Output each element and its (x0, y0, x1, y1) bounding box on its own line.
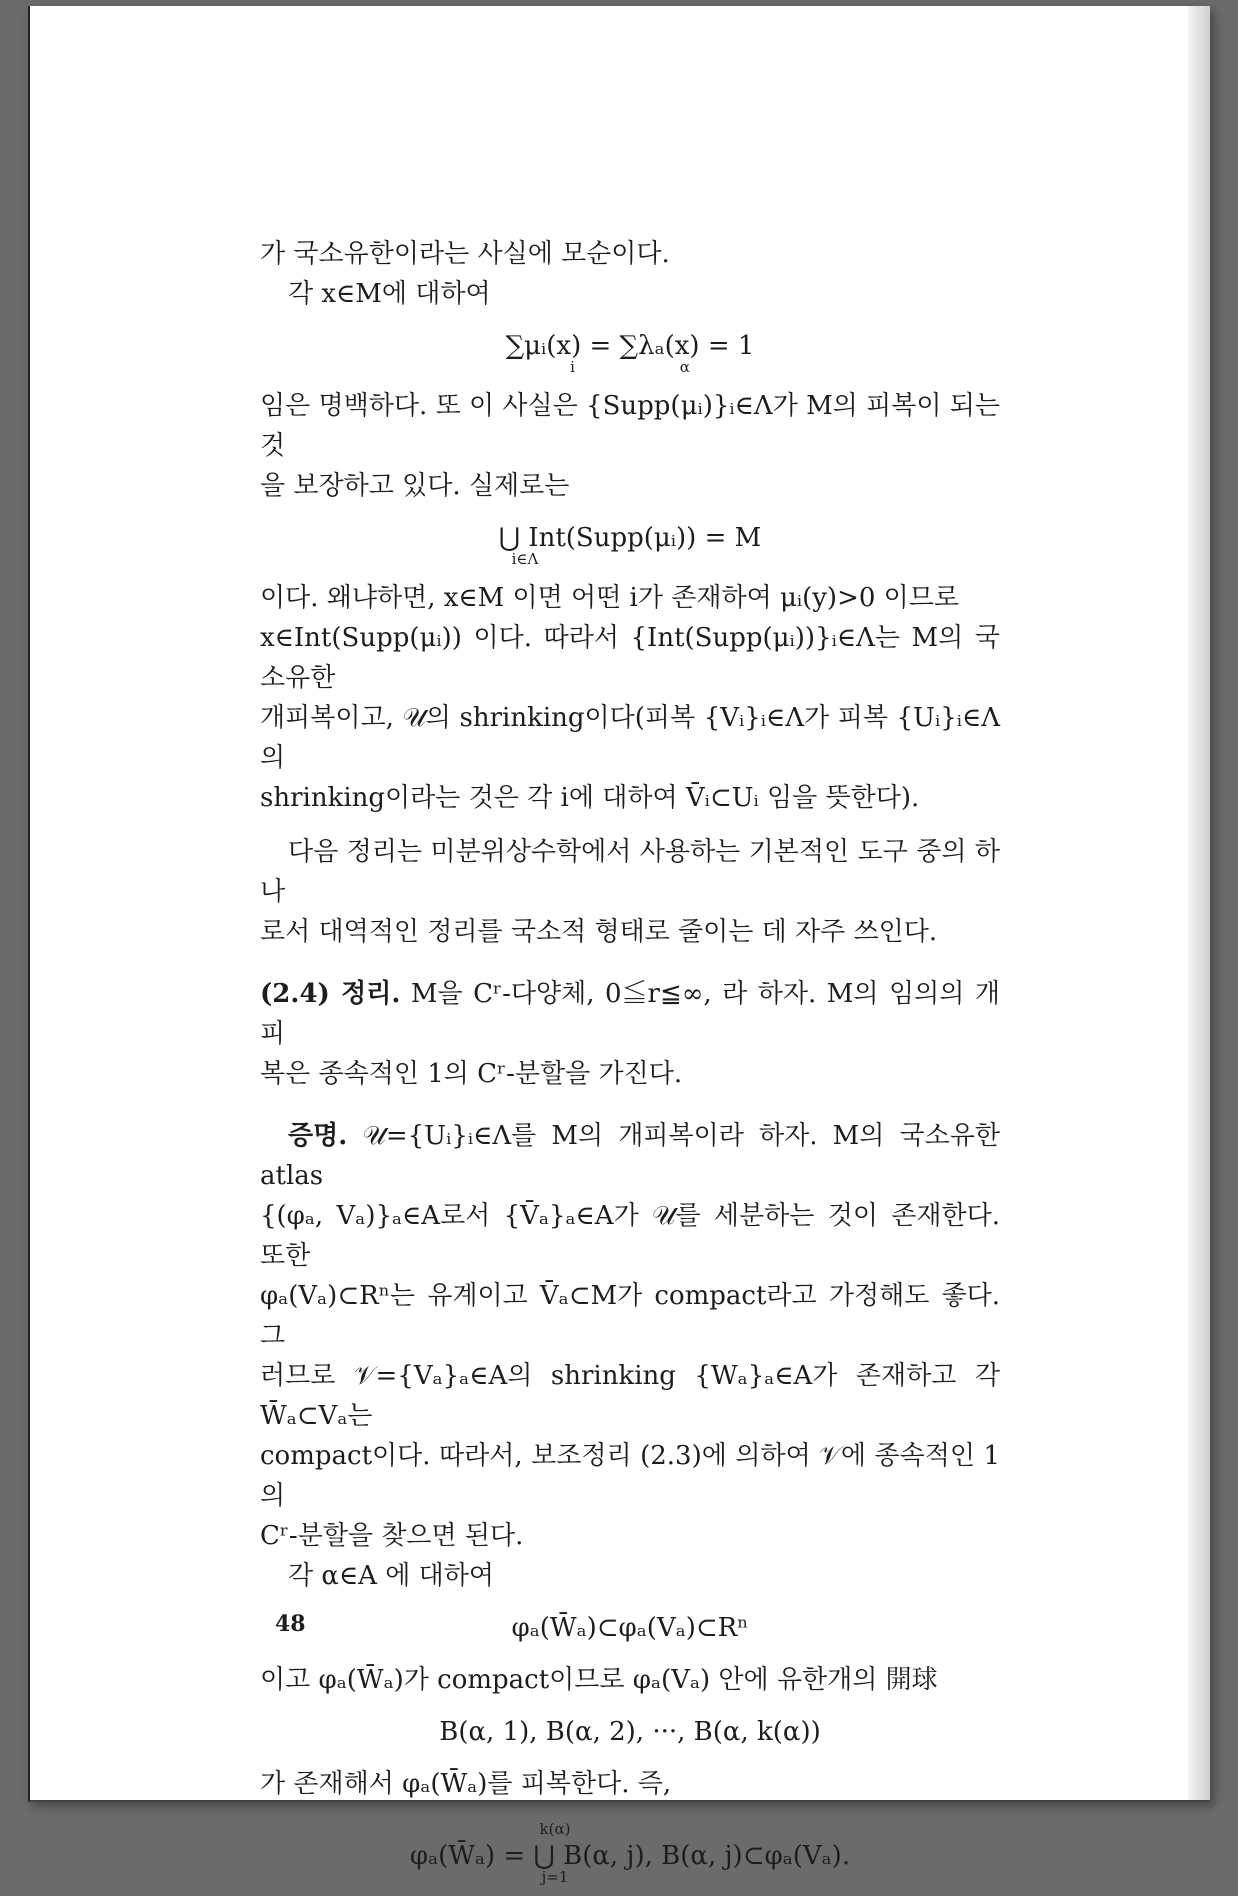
page-edge-shadow (1188, 6, 1210, 1800)
equation-subscript: j=1 (541, 1868, 569, 1886)
equation-balls: B(α, 1), B(α, 2), ···, B(α, k(α)) (439, 1717, 821, 1747)
equation-main: φₐ(W̄ₐ) = ⋃ B(α, j), B(α, j)⊂φₐ(Vₐ). (409, 1841, 851, 1871)
proof-line: 러므로 𝒱={Vₐ}ₐ∈A의 shrinking {Wₐ}ₐ∈A가 존재하고 각 W̄ₐ⊂Vₐ는 (260, 1361, 1000, 1431)
proof-line: compact이다. 따라서, 보조정리 (2.3)에 의하여 𝒱에 종속적인 1의 (260, 1441, 1000, 1511)
equation-subscript: i α (570, 358, 690, 376)
proof-line: 각 α∈A 에 대하여 (288, 1561, 494, 1591)
page-body (260, 234, 1000, 1896)
equation-subscript: i∈Λ (511, 550, 539, 568)
proof-line: 이고 φₐ(W̄ₐ)가 compact이므로 φₐ(Vₐ) 안에 유한개의 開球 (260, 1665, 938, 1695)
text-line: 임은 명백하다. 또 이 사실은 {Supp(μᵢ)}ᵢ∈Λ가 M의 피복이 되는 것 (260, 391, 1000, 461)
proof-line: {(φₐ, Vₐ)}ₐ∈A로서 {V̄ₐ}ₐ∈A가 𝒰를 세분하는 것이 존재한다. 또한 (260, 1201, 1000, 1271)
text-line: x∈Int(Supp(μᵢ)) 이다. 따라서 {Int(Supp(μᵢ))}ᵢ∈Λ는 M의 국소유한 (260, 623, 1000, 693)
text-line: 개피복이고, 𝒰의 shrinking이다(피복 {Vᵢ}ᵢ∈Λ가 피복 {Uᵢ}ᵢ∈Λ의 (260, 703, 1000, 773)
text-line: 각 x∈M에 대하여 (288, 279, 491, 309)
equation-main: ∑μᵢ(x) = ∑λₐ(x) = 1 (505, 331, 755, 361)
equation-superscript: k(α) (539, 1820, 571, 1838)
text-line: 가 국소유한이라는 사실에 모순이다. (260, 239, 670, 269)
text-line: shrinking이라는 것은 각 i에 대하여 V̄ᵢ⊂Uᵢ 임을 뜻한다). (260, 783, 920, 813)
equation-sum (260, 326, 1000, 374)
equation-main: ⋃ Int(Supp(μᵢ)) = M (498, 523, 762, 553)
proof-line: φₐ(Vₐ)⊂Rⁿ는 유계이고 V̄ₐ⊂M가 compact라고 가정해도 좋다. 그 (260, 1281, 1000, 1351)
text-line: 로서 대역적인 정리를 국소적 형태로 줄이는 데 자주 쓰인다. (260, 917, 938, 947)
proof-line (260, 1116, 1000, 1196)
equation-inclusion: φₐ(W̄ₐ)⊂φₐ(Vₐ)⊂Rⁿ (511, 1613, 749, 1643)
theorem-label: (2.4) 정리. (260, 979, 401, 1009)
page-number: 48 (275, 1611, 306, 1637)
book-page (28, 6, 1210, 1886)
proof-label: 증명. (288, 1121, 348, 1151)
text-line: 이다. 왜냐하면, x∈M 이면 어떤 i가 존재하여 μᵢ(y)>0 이므로 (260, 583, 960, 613)
equation-union (260, 518, 1000, 566)
theorem-text: M을 Cʳ-다양체, 0≦r≦∞, 라 하자. M의 임의의 개피 (260, 979, 1000, 1049)
text-line: 다음 정리는 미분위상수학에서 사용하는 기본적인 도구 중의 하나 (260, 837, 1000, 907)
proof-line: 가 존재해서 φₐ(W̄ₐ)를 피복한다. 즉, (260, 1769, 672, 1799)
equation-cover (260, 1822, 1000, 1884)
text-line: 을 보장하고 있다. 실제로는 (260, 471, 570, 501)
proof-text: 𝒰={Uᵢ}ᵢ∈Λ를 M의 개피복이라 하자. M의 국소유한 atlas (260, 1121, 1000, 1191)
proof-line: Cʳ-분할을 찾으면 된다. (260, 1521, 524, 1551)
theorem-line (260, 974, 1000, 1054)
theorem-line: 복은 종속적인 1의 Cʳ-분할을 가진다. (260, 1059, 683, 1089)
